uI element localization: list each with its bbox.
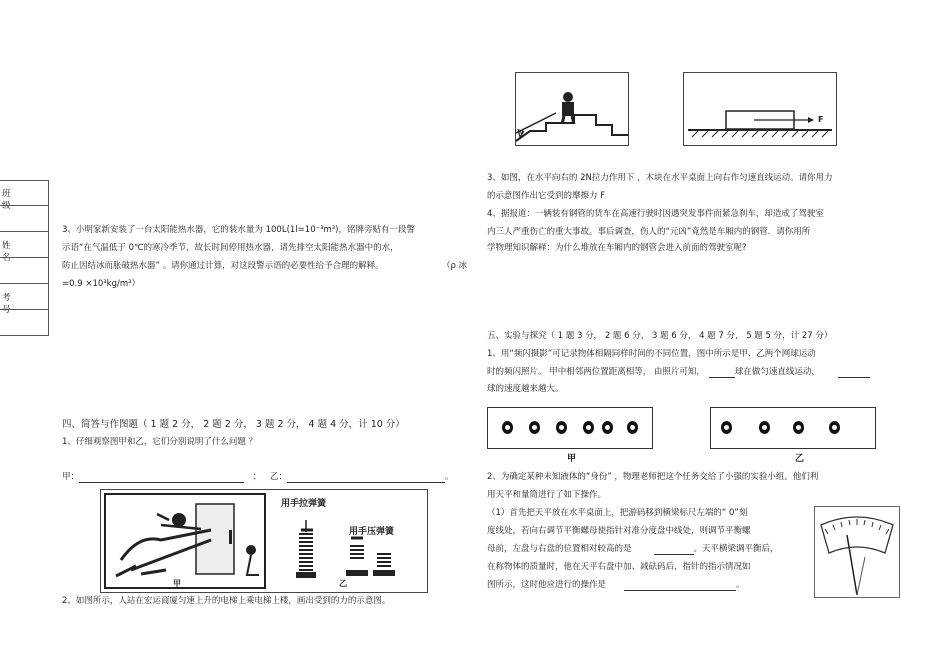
- strobe-photo-jia: [487, 407, 653, 449]
- question-4-text: 内三人严重伤亡的重大事故。事后调查，伤人的“元凶”竟然是车厢内的钢管．请你用所: [487, 227, 811, 237]
- experiment-1-text-part: 时的频闪照片。 甲中相邻两位置距离相等， 由照片可知，: [487, 367, 705, 377]
- balance-pointer-figure: [814, 506, 900, 598]
- strobe-photo-yi: [710, 407, 876, 449]
- question-3-text: 3、如图，在水平向右的 2N拉力作用下 ，木块在水平桌面上向右作匀速直线运动。请你用力: [487, 173, 833, 183]
- experiment-2-text-part: 图所示，这时他应进行的操作是: [487, 580, 607, 590]
- answer-yi-label: 乙：: [269, 472, 287, 482]
- section-5-title: 五、实验与探究（ 1 题 3 分， 2 题 6 分， 3 题 6 分， 4 题 7 分， 5 题 5 分，计 27 分）: [487, 331, 833, 341]
- ball-position: [583, 421, 594, 434]
- class-label: 班 级: [2, 189, 21, 211]
- ball-position: [529, 421, 540, 434]
- section-4-title: 四、简答与作图题（ 1 题 2 分， 2 题 2 分， 3 题 2 分， 4 题 4 分，计 10 分）: [62, 419, 405, 430]
- experiment-2-step-1: [487, 580, 745, 591]
- section-4-question-1: 1、仔细观察图甲和乙，它们分别说明了什么问题 ？: [62, 437, 258, 447]
- uniform-motion-blank[interactable]: [709, 368, 735, 378]
- question-3-text: 示语“在气温低于 0℃的寒冷季节，故长时间停用热水器，请先排空太阳能热水器中的水，: [62, 243, 399, 253]
- semicolon: ；: [252, 472, 262, 482]
- pull-spring-label: 用手拉弹簧: [281, 499, 327, 509]
- answer-line-jia: [62, 472, 453, 483]
- section-4-question-2: 2、如图所示，人站在宏运商厦匀速上升的电梯上乘电梯上楼，画出受到的力的示意图。: [62, 596, 391, 606]
- experiment-1-text: 球的速度越来越大。: [487, 384, 564, 394]
- exam-no-blank-line: [0, 309, 48, 310]
- question-4-text: 学物理知识解释：为什么堆放在车厢内的钢管会进入前面的驾驶室呢?: [487, 243, 747, 253]
- press-spring-label: 用手压弹簧: [349, 527, 395, 537]
- strobe-yi-label: 乙: [795, 454, 805, 464]
- ball-position: [627, 421, 638, 434]
- question-3-text: 防止因结冰而胀破热水器” 。请你通过计算，对这段警示语的必要性给予合理的解释。: [62, 261, 384, 271]
- ball-position: [759, 421, 770, 434]
- experiment-2-step-1: 在称物体的质量时，他在天平右盘中加、减砝码后，指针的指示情况如: [487, 562, 751, 572]
- experiment-2-text: 2、为确定某种未知液体的“身份” ，物理老师把这个任务交给了小强的实验小组。他们利: [487, 472, 819, 482]
- ball-position: [829, 421, 840, 434]
- question-3-text: 的示意图作出它受到的摩擦力 F: [487, 191, 606, 201]
- question-4-text: 4、据报道：一辆装有钢管的货车在高速行驶时因遇突发事件而紧急刹车，却造成了驾驶室: [487, 209, 824, 219]
- name-label: 姓 名: [2, 241, 21, 263]
- experiment-2-text-part: 母前，左盘与右盘的位置相对较高的是: [487, 544, 632, 554]
- higher-pan-blank[interactable]: [654, 545, 694, 555]
- experiment-2-text-part: 。天平横梁调平衡后，: [693, 544, 779, 554]
- name-blank-line: [0, 257, 48, 258]
- force-label: F: [818, 115, 824, 124]
- question-3-density: （ρ 冰: [442, 261, 468, 271]
- experiment-1-text-part: 球在做匀速直线运动，: [734, 367, 820, 377]
- escalator-figure: [515, 72, 629, 146]
- spring-figure-drawing: [101, 490, 427, 592]
- block-figure: [683, 72, 837, 146]
- question-3-text: 3、小明家新安装了一台太阳能热水器，它的装水量为 100L(1l=10⁻³m³)，铭牌旁贴有一段警: [62, 225, 415, 235]
- experiment-2-step-1: （1）首先把天平放在水平桌面上，把游码移到横梁标尺左端的“ 0”刻: [487, 508, 748, 518]
- escalator-drawing: [516, 73, 628, 145]
- experiment-2-text-part: 。: [736, 580, 745, 590]
- balance-scale-drawing: [815, 507, 899, 597]
- block-drawing: [684, 73, 836, 145]
- ball-position: [556, 421, 567, 434]
- ball-position: [602, 421, 613, 434]
- divider: [0, 231, 48, 232]
- answer-yi-blank[interactable]: [287, 473, 445, 483]
- divider: [0, 283, 48, 284]
- figure-yi-label: 乙: [339, 579, 347, 588]
- ball-position: [502, 421, 513, 434]
- experiment-2-step-1: 度线处，若向右调节平衡螺母使指针对准分度盘中线处，则调节平衡螺: [487, 526, 751, 536]
- experiment-2-text: 用天平和量筒进行了如下操作。: [487, 490, 607, 500]
- spring-figure: [100, 489, 428, 593]
- class-blank-line: [0, 205, 48, 206]
- strobe-jia-label: 甲: [567, 454, 577, 464]
- velocity-label: v: [519, 127, 524, 136]
- experiment-1-text: [487, 367, 870, 378]
- figure-jia-label: 甲: [173, 579, 181, 588]
- accelerating-ball-blank[interactable]: [838, 368, 870, 378]
- exam-no-label: 考 号: [2, 293, 21, 315]
- question-3-text: =0.9 ×10³kg/m³）: [62, 279, 141, 289]
- experiment-2-step-1: [487, 544, 779, 555]
- student-info-box: [0, 180, 49, 336]
- ball-position: [721, 421, 732, 434]
- experiment-1-text: 1、用“频闪摄影”可记录物体相隔同样时间的不同位置，图中所示是甲、乙两个网球运动: [487, 349, 816, 359]
- answer-jia-label: 甲：: [62, 472, 80, 482]
- answer-jia-blank[interactable]: [79, 473, 244, 483]
- ball-position: [793, 421, 804, 434]
- period: 。: [444, 472, 454, 482]
- operation-blank[interactable]: [624, 581, 736, 591]
